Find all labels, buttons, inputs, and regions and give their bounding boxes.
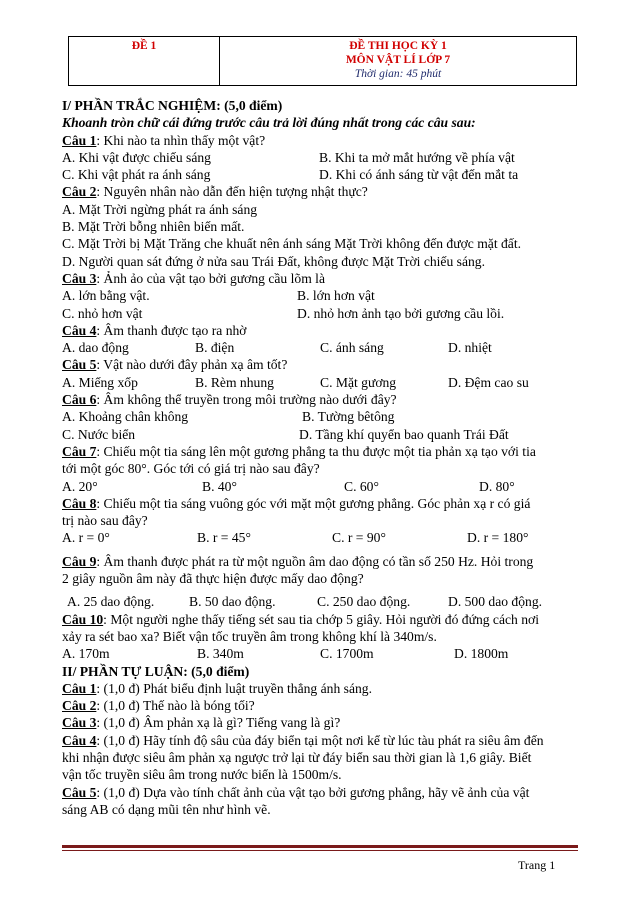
answer-c: C. Mặt Trời bị Mặt Trăng che khuất nên ánh sáng Mặt Trời không đến được mặt đất.: [62, 236, 522, 252]
answer-row: [62, 339, 592, 356]
question-2: [62, 183, 592, 200]
answer-b: B. lớn hơn vật: [297, 288, 375, 304]
question-text-cont: xảy ra sét bao xa? Biết vận tốc truyền âm trong không khí là 340m/s.: [62, 628, 437, 644]
answer-b: B. 40°: [202, 478, 237, 494]
question-3: [62, 270, 592, 287]
answer-row: [62, 166, 592, 183]
answer-row: [62, 593, 592, 610]
question-text-cont: khi nhận được siêu âm phản xạ ngược trở lại từ đáy biển sau thời gian là 1,6 giây. Biết: [62, 749, 532, 765]
question-9: [62, 553, 592, 570]
question-4: [62, 322, 592, 339]
question-text: : Chiếu một tia sáng lên một gương phẳng ta thu được một tia phản xạ tạo với tia: [96, 443, 536, 459]
page-number: Trang 1: [518, 858, 556, 872]
question-label: Câu 7: [62, 443, 97, 459]
question-label: Câu 3: [62, 270, 97, 286]
answer-d: D. nhỏ hơn ảnh tạo bởi gương cầu lồi.: [297, 305, 505, 321]
question-text: : Nguyên nhân nào dẫn đến hiện tượng nhật thực?: [96, 184, 368, 200]
question-text: : Khi nào ta nhìn thấy một vật?: [96, 132, 266, 148]
essay-question-4: [62, 732, 592, 749]
answer-a: A. r = 0°: [62, 530, 110, 546]
answer-c: C. 60°: [344, 478, 379, 494]
essay-question-2: [62, 697, 592, 714]
exam-subject: MÔN VẬT LÍ LỚP 7: [345, 54, 451, 66]
exam-header-table: [68, 36, 577, 86]
answer-row: [62, 305, 592, 322]
part1-instruction: Khoanh tròn chữ cái đứng trước câu trả lời đúng nhất trong các câu sau:: [62, 115, 476, 131]
question-label: Câu 6: [62, 392, 97, 408]
exam-code: ĐỀ 1: [69, 37, 220, 85]
question-8: [62, 495, 592, 512]
question-text: : Chiếu một tia sáng vuông góc với mặt một gương phẳng. Góc phản xạ r có giá: [96, 495, 531, 511]
question-label: Câu 5: [62, 784, 97, 800]
answer-c: C. 1700m: [320, 646, 374, 662]
question-label: Câu 5: [62, 357, 97, 373]
exam-title-block: [220, 37, 576, 85]
question-text: : (1,0 đ) Thế nào là bóng tối?: [96, 698, 255, 714]
question-text: : Âm thanh được phát ra từ một nguồn âm dao động có tần số 250 Hz. Hỏi trong: [96, 553, 534, 569]
answer-row: [62, 408, 592, 425]
answer-b: B. 50 dao động.: [189, 594, 276, 610]
answer-d: D. Tầng khí quyển bao quanh Trái Đất: [299, 426, 509, 442]
answer-d: D. Khi có ánh sáng từ vật đến mắt ta: [319, 167, 519, 183]
question-label: Câu 1: [62, 132, 97, 148]
question-label: Câu 2: [62, 184, 97, 200]
answer-a: A. 20°: [62, 478, 98, 494]
answer-row: [62, 374, 592, 391]
answer-b: B. Khi ta mở mắt hướng về phía vật: [319, 149, 515, 165]
answer-b: B. Rèm nhung: [195, 374, 274, 390]
part2-title: II/ PHẦN TỰ LUẬN: (5,0 điểm): [62, 663, 250, 679]
question-text: : Ảnh ảo của vật tạo bởi gương cầu lõm là: [96, 270, 325, 286]
answer-d: D. 80°: [479, 478, 515, 494]
answer-d: D. 500 dao động.: [448, 594, 543, 610]
footer-rule: [62, 845, 578, 848]
answer-row: [62, 149, 592, 166]
question-7: [62, 443, 592, 460]
answer-b: B. 340m: [197, 646, 244, 662]
question-text: : Âm thanh được tạo ra nhờ: [96, 322, 247, 338]
exam-content: [62, 97, 592, 818]
answer-a: A. lớn bằng vật.: [62, 288, 150, 304]
question-6: [62, 391, 592, 408]
exam-time: Thời gian: 45 phút: [354, 68, 442, 80]
part1-title: I/ PHẦN TRẮC NGHIỆM: (5,0 điểm): [62, 98, 283, 113]
question-text: : (1,0 đ) Âm phản xạ là gì? Tiếng vang là gì?: [96, 715, 341, 731]
answer-a: A. Khi vật được chiếu sáng: [62, 149, 211, 165]
essay-question-3: [62, 714, 592, 731]
question-text: : (1,0 đ) Phát biểu định luật truyền thẳng ánh sáng.: [96, 680, 372, 696]
answer-b: B. Mặt Trời bỗng nhiên biến mất.: [62, 219, 245, 235]
answer-c: C. Khi vật phát ra ánh sáng: [62, 167, 211, 183]
question-5: [62, 356, 592, 373]
answer-b: B. điện: [195, 340, 235, 356]
answer-a: A. 25 dao động.: [67, 594, 155, 610]
question-text: : Một người nghe thấy tiếng sét sau tia chớp 5 giây. Hỏi người đó đứng cách nơi: [103, 611, 539, 627]
answer-a: A. Mặt Trời ngừng phát ra ánh sáng: [62, 201, 258, 217]
question-label: Câu 4: [62, 322, 97, 338]
answer-a: A. Miếng xốp: [62, 374, 138, 390]
answer-d: D. Người quan sát đứng ở nửa sau Trái Đất, không được Mặt Trời chiếu sáng.: [62, 253, 485, 269]
question-10: [62, 611, 592, 628]
answer-d: D. 1800m: [454, 646, 509, 662]
answer-d: D. Đệm cao su: [448, 374, 529, 390]
answer-d: D. nhiệt: [448, 340, 492, 356]
answer-row: [62, 478, 592, 495]
question-label: Câu 3: [62, 715, 97, 731]
question-text: : Vật nào dưới đây phản xạ âm tốt?: [96, 357, 288, 373]
answer-c: C. ánh sáng: [320, 340, 384, 356]
answer-b: B. Tường bêtông: [302, 409, 395, 425]
question-text-cont: vận tốc truyền siêu âm trong nước biển là 1500m/s.: [62, 767, 342, 783]
answer-d: D. r = 180°: [467, 530, 529, 546]
question-text-cont: tới một góc 80°. Góc tới có giá trị nào sau đây?: [62, 461, 320, 477]
exam-title: ĐỀ THI HỌC KỲ 1: [349, 40, 447, 52]
footer-rule-thin: [62, 850, 578, 851]
question-label: Câu 9: [62, 553, 97, 569]
question-label: Câu 2: [62, 698, 97, 714]
question-label: Câu 8: [62, 495, 97, 511]
essay-question-1: [62, 680, 592, 697]
answer-c: C. Nước biển: [62, 426, 136, 442]
answer-c: C. Mặt gương: [320, 374, 397, 390]
question-text-cont: trị nào sau đây?: [62, 513, 148, 529]
essay-question-5: [62, 784, 592, 801]
answer-a: A. dao động: [62, 340, 129, 356]
answer-row: [62, 529, 592, 546]
answer-row: [62, 287, 592, 304]
answer-a: A. 170m: [62, 646, 110, 662]
question-label: Câu 1: [62, 680, 97, 696]
answer-c: C. nhỏ hơn vật: [62, 305, 143, 321]
question-label: Câu 10: [62, 611, 104, 627]
answer-row: [62, 645, 592, 662]
question-text-cont: sáng AB có dạng mũi tên như hình vẽ.: [62, 801, 271, 817]
answer-row: [62, 426, 592, 443]
question-text-cont: 2 giây nguồn âm này đã thực hiện được mấy dao động?: [62, 571, 364, 587]
answer-c: C. r = 90°: [332, 530, 386, 546]
answer-c: C. 250 dao động.: [317, 594, 411, 610]
question-label: Câu 4: [62, 732, 97, 748]
question-1: [62, 132, 592, 149]
question-text: : Âm không thể truyền trong môi trường nào dưới đây?: [96, 392, 397, 408]
question-text: : (1,0 đ) Hãy tính độ sâu của đáy biển tại một nơi kể từ lúc tàu phát ra siêu âm đến: [96, 732, 544, 748]
question-text: : (1,0 đ) Dựa vào tính chất ảnh của vật tạo bởi gương phẳng, hãy vẽ ảnh của vật: [96, 784, 530, 800]
answer-a: A. Khoảng chân không: [62, 409, 189, 425]
answer-b: B. r = 45°: [197, 530, 251, 546]
